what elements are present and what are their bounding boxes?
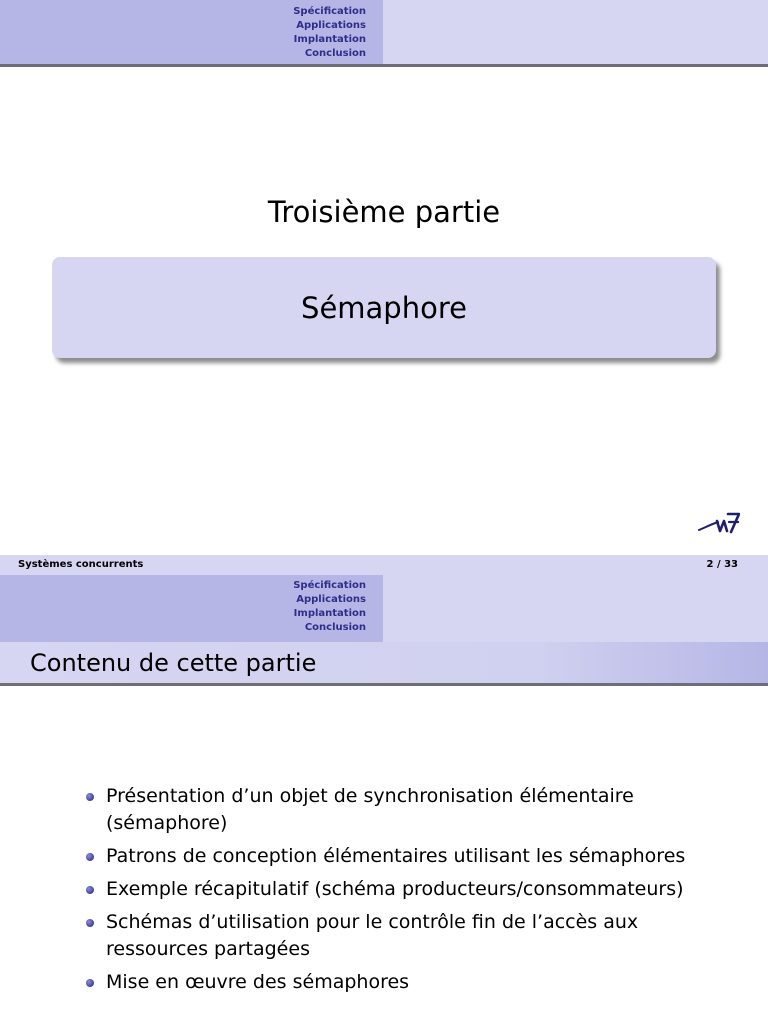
section-nav-second [293, 579, 366, 635]
list-item [86, 969, 726, 996]
part-title: Troisième partie [267, 195, 501, 229]
frame-title: Contenu de cette partie [30, 649, 317, 677]
footer-page-number: 2 / 33 [706, 559, 738, 570]
nav-item-specification[interactable]: Spécification [293, 580, 366, 591]
nav-item-conclusion[interactable]: Conclusion [304, 622, 366, 633]
bullet-icon [86, 853, 94, 861]
nav-bar-left-panel [0, 0, 383, 64]
bullet-icon [86, 793, 94, 801]
bullet-icon [86, 979, 94, 987]
n7-logo-icon [698, 503, 740, 537]
list-item-text: Schémas d’utilisation pour le contrôle fin de l’accès aux ressources partagées [106, 911, 639, 960]
list-item [86, 843, 726, 870]
part-name-box [52, 257, 716, 358]
list-item-text: Patrons de conception élémentaires utilisant les sémaphores [106, 845, 686, 867]
list-item-text: Mise en œuvre des sémaphores [106, 971, 410, 993]
nav-item-implantation[interactable]: Implantation [293, 34, 366, 45]
bullet-icon [86, 886, 94, 894]
nav-item-conclusion[interactable]: Conclusion [304, 48, 366, 59]
list-item-text: Exemple récapitulatif (schéma producteurs/consommateurs) [106, 878, 684, 900]
nav-item-implantation[interactable]: Implantation [293, 608, 366, 619]
frame-title-bar [0, 642, 768, 686]
nav-bar-top [0, 0, 768, 67]
slide-footer [0, 555, 768, 575]
list-item [86, 876, 726, 903]
nav-bar-second [0, 575, 768, 642]
bullet-icon [86, 919, 94, 927]
content-list [86, 783, 726, 1002]
footer-course-title: Systèmes concurrents [18, 559, 144, 570]
nav-bar-left-panel-second [0, 575, 383, 642]
list-item [86, 909, 726, 963]
nav-item-applications[interactable]: Applications [296, 594, 366, 605]
part-name: Sémaphore [301, 290, 467, 325]
nav-item-applications[interactable]: Applications [296, 20, 366, 31]
list-item [86, 783, 726, 837]
nav-item-specification[interactable]: Spécification [293, 6, 366, 17]
section-nav [293, 5, 366, 61]
list-item-text: Présentation d’un objet de synchronisation élémentaire (sémaphore) [106, 785, 634, 834]
